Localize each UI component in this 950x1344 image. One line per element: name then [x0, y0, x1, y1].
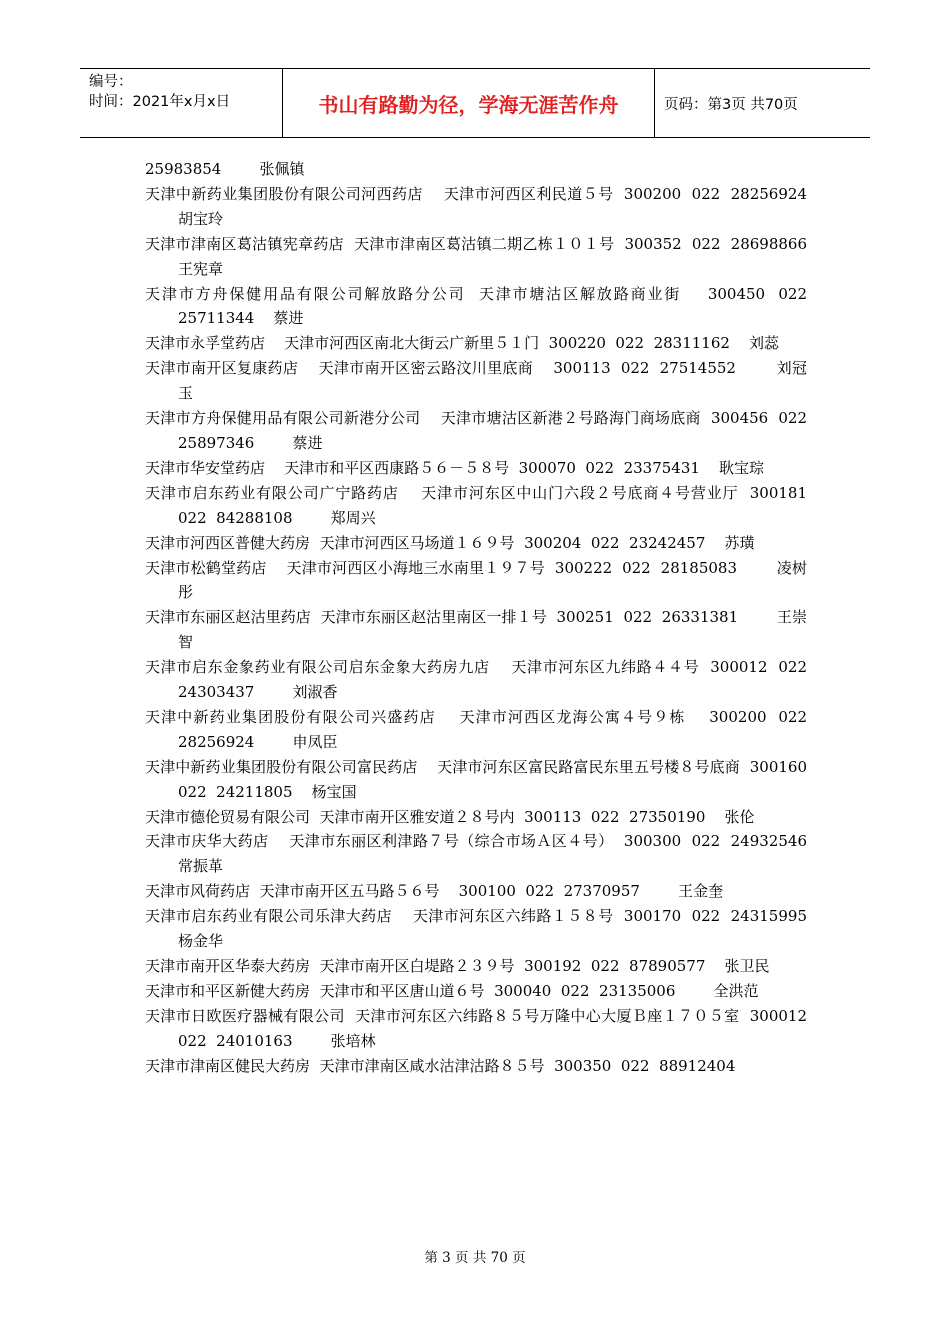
doc-number-label: 编号： [89, 74, 133, 90]
header-meta [80, 69, 283, 137]
list-item: 天津市津南区健民大药房 天津市津南区咸水沽津沽路８５号 300350 022 88912404 [145, 1056, 736, 1075]
list-item: 天津市启东药业有限公司乐津大药店 天津市河东区六纬路１５８号 300170 022 24315995 杨金华 [145, 907, 846, 951]
list-item: 天津市风荷药店 天津市南开区五马路５６号 300100 022 27370957 王金奎 [145, 882, 724, 901]
header-motto: 书山有路勤为径，学海无涯苦作舟 [283, 69, 655, 137]
list-item: 天津市松鹤堂药店 天津市河西区小海地三水南里１９７号 300222 022 28185083 凌树彤 [145, 558, 807, 602]
list-item: 天津市南开区华泰大药房 天津市南开区白堤路２３９号 300192 022 87890577 张卫民 [145, 957, 770, 975]
list-item: 天津中新药业集团股份有限公司河西药店 天津市河西区利民道５号 300200 022 28256924 胡宝玲 [145, 184, 846, 228]
list-item: 天津中新药业集团股份有限公司富民药店 天津市河东区富民路富民东里五号楼８号底商 300160 022 24211805 杨宝国 [145, 757, 817, 801]
document-body [145, 157, 846, 1079]
list-item: 天津市方舟保健用品有限公司新港分公司 天津市塘沽区新港２号路海门商场底商 300456 022 25897346 蔡进 [145, 409, 817, 452]
list-item: 天津市津南区葛沽镇宪章药店 天津市津南区葛沽镇二期乙栋１０１号 300352 022 28698866 王宪章 [145, 234, 846, 278]
list-item: 天津市东丽区赵沽里药店 天津市东丽区赵沽里南区一排１号 300251 022 26331381 王崇智 [145, 608, 807, 652]
list-item: 天津市和平区新健大药房 天津市和平区唐山道６号 300040 022 23135006 全洪范 [145, 981, 759, 1000]
list-item: 天津市启东药业有限公司广宁路药店 天津市河东区中山门六段２号底商４号营业厅 300181 022 84288108 郑周兴 [145, 483, 817, 527]
page-header [80, 68, 870, 138]
list-item: 天津中新药业集团股份有限公司兴盛药店 天津市河西区龙海公寓４号９栋 300200 022 28256924 申凤臣 [145, 707, 817, 751]
list-item: 25983854 张佩镇 [145, 160, 305, 178]
list-item: 天津市方舟保健用品有限公司解放路分公司 天津市塘沽区解放路商业街 300450 022 25711344 蔡进 [145, 284, 817, 328]
list-item: 天津市永孚堂药店 天津市河西区南北大街云广新里５１门 300220 022 28311162 刘蕊 [145, 334, 779, 353]
list-item: 天津市启东金象药业有限公司启东金象大药房九店 天津市河东区九纬路４４号 300012 022 24303437 刘淑香 [145, 658, 817, 702]
header-page-info: 页码：第3页 共70页 [664, 96, 798, 113]
list-item: 天津市德伦贸易有限公司 天津市南开区雅安道２８号内 300113 022 27350190 张伦 [145, 807, 755, 826]
list-item: 天津市河西区普健大药房 天津市河西区马场道１６９号 300204 022 23242457 苏璜 [145, 533, 755, 552]
page-footer: 第 3 页 共 70 页 [424, 1250, 526, 1266]
list-item: 天津市华安堂药店 天津市和平区西康路５６－５８号 300070 022 23375431 耿宝琮 [145, 458, 764, 477]
list-item: 天津市日欧医疗器械有限公司 天津市河东区六纬路８５号万隆中心大厦Ｂ座１７０５室 300012 022 24010163 张培林 [145, 1006, 817, 1050]
list-item: 天津市庆华大药店 天津市东丽区利津路７号（综合市场Ａ区４号） 300300 022 24932546 常振革 [145, 832, 846, 876]
list-item: 天津市南开区复康药店 天津市南开区密云路汶川里底商 300113 022 27514552 刘冠玉 [145, 359, 807, 403]
doc-time-label: 时间：2021年x月x日 [89, 94, 231, 110]
